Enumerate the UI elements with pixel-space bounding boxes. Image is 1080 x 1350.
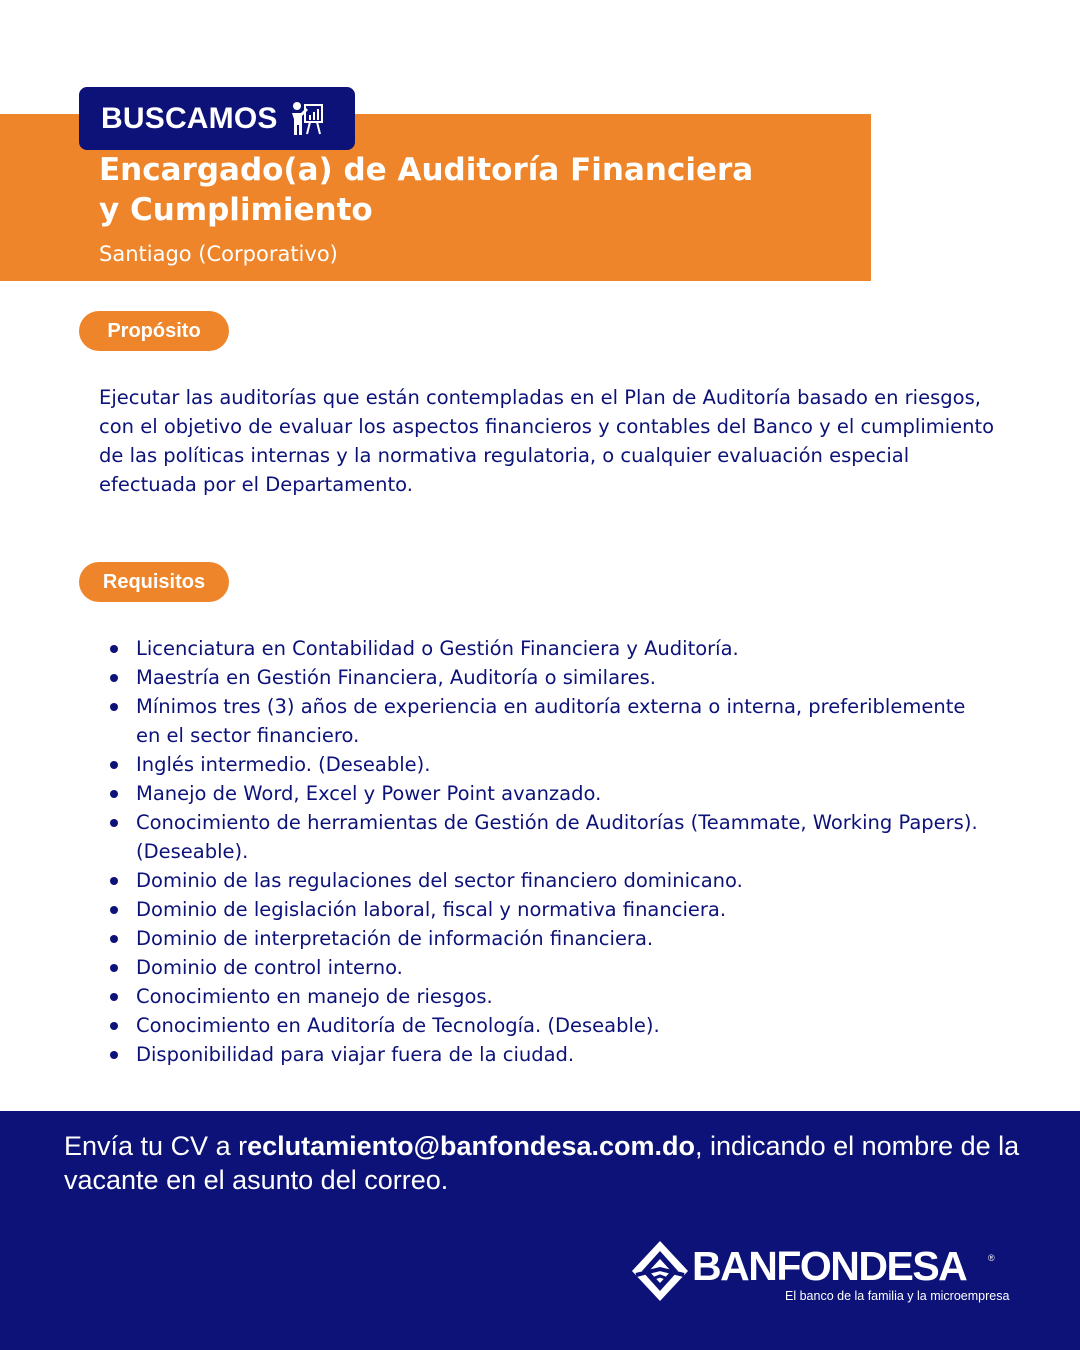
job-title-line-1: Encargado(a) de Auditoría Financiera <box>99 152 754 188</box>
buscamos-label: BUSCAMOS <box>101 101 278 135</box>
requirement-item: Dominio de control interno. <box>99 953 979 982</box>
requirement-item: Dominio de interpretación de información financiera. <box>99 924 979 953</box>
registered-mark: ® <box>988 1253 995 1263</box>
buscamos-tag <box>79 87 355 150</box>
requirement-item: Maestría en Gestión Financiera, Auditoría o similares. <box>99 663 979 692</box>
apply-instructions <box>64 1129 1024 1197</box>
logo-wordmark: BANFONDESA <box>692 1243 967 1289</box>
banfondesa-diamond-logo-icon <box>630 1239 690 1303</box>
requirement-item: Conocimiento de herramientas de Gestión de Auditorías (Teammate, Working Papers). (Deseable). <box>99 808 979 866</box>
recruitment-email: eclutamiento@banfondesa.com.do <box>247 1131 695 1161</box>
purpose-text: Ejecutar las auditorías que están contempladas en el Plan de Auditoría basado en riesgos, con el objetivo de evaluar los aspectos financieros y contables del Banco y el cumplimiento de las políticas internas y la normativa regulatoria, o cualquier evaluación especial efectuada por el Departamento. <box>99 386 995 496</box>
cta-prefix: Envía tu CV a r <box>64 1131 248 1161</box>
requirements-list <box>99 634 979 1069</box>
requirement-item: Manejo de Word, Excel y Power Point avanzado. <box>99 779 979 808</box>
requirement-item: Dominio de legislación laboral, fiscal y normativa financiera. <box>99 895 979 924</box>
presenter-chart-icon <box>290 101 324 137</box>
banfondesa-logo <box>630 1239 1010 1319</box>
requirement-item: Dominio de las regulaciones del sector financiero dominicano. <box>99 866 979 895</box>
job-location: Santiago (Corporativo) <box>99 242 338 266</box>
job-title <box>99 150 839 230</box>
job-title-line-2: y Cumplimiento <box>99 192 373 228</box>
requirement-item: Inglés intermedio. (Deseable). <box>99 750 979 779</box>
cta-suffix: , indicando el nombre de la vacante en el asunto del correo. <box>64 1131 1020 1195</box>
requirement-item: Conocimiento en manejo de riesgos. <box>99 982 979 1011</box>
requirements-heading: Requisitos <box>79 562 229 602</box>
logo-tagline: El banco de la familia y la microempresa <box>785 1289 1010 1303</box>
requirement-item: Mínimos tres (3) años de experiencia en auditoría externa o interna, preferiblemente en el sector financiero. <box>99 692 979 750</box>
purpose-heading: Propósito <box>79 311 229 351</box>
requirement-item: Licenciatura en Contabilidad o Gestión Financiera y Auditoría. <box>99 634 979 663</box>
footer-band <box>0 1111 1080 1350</box>
requirement-item: Disponibilidad para viajar fuera de la ciudad. <box>99 1040 979 1069</box>
requirement-item: Conocimiento en Auditoría de Tecnología. (Deseable). <box>99 1011 979 1040</box>
